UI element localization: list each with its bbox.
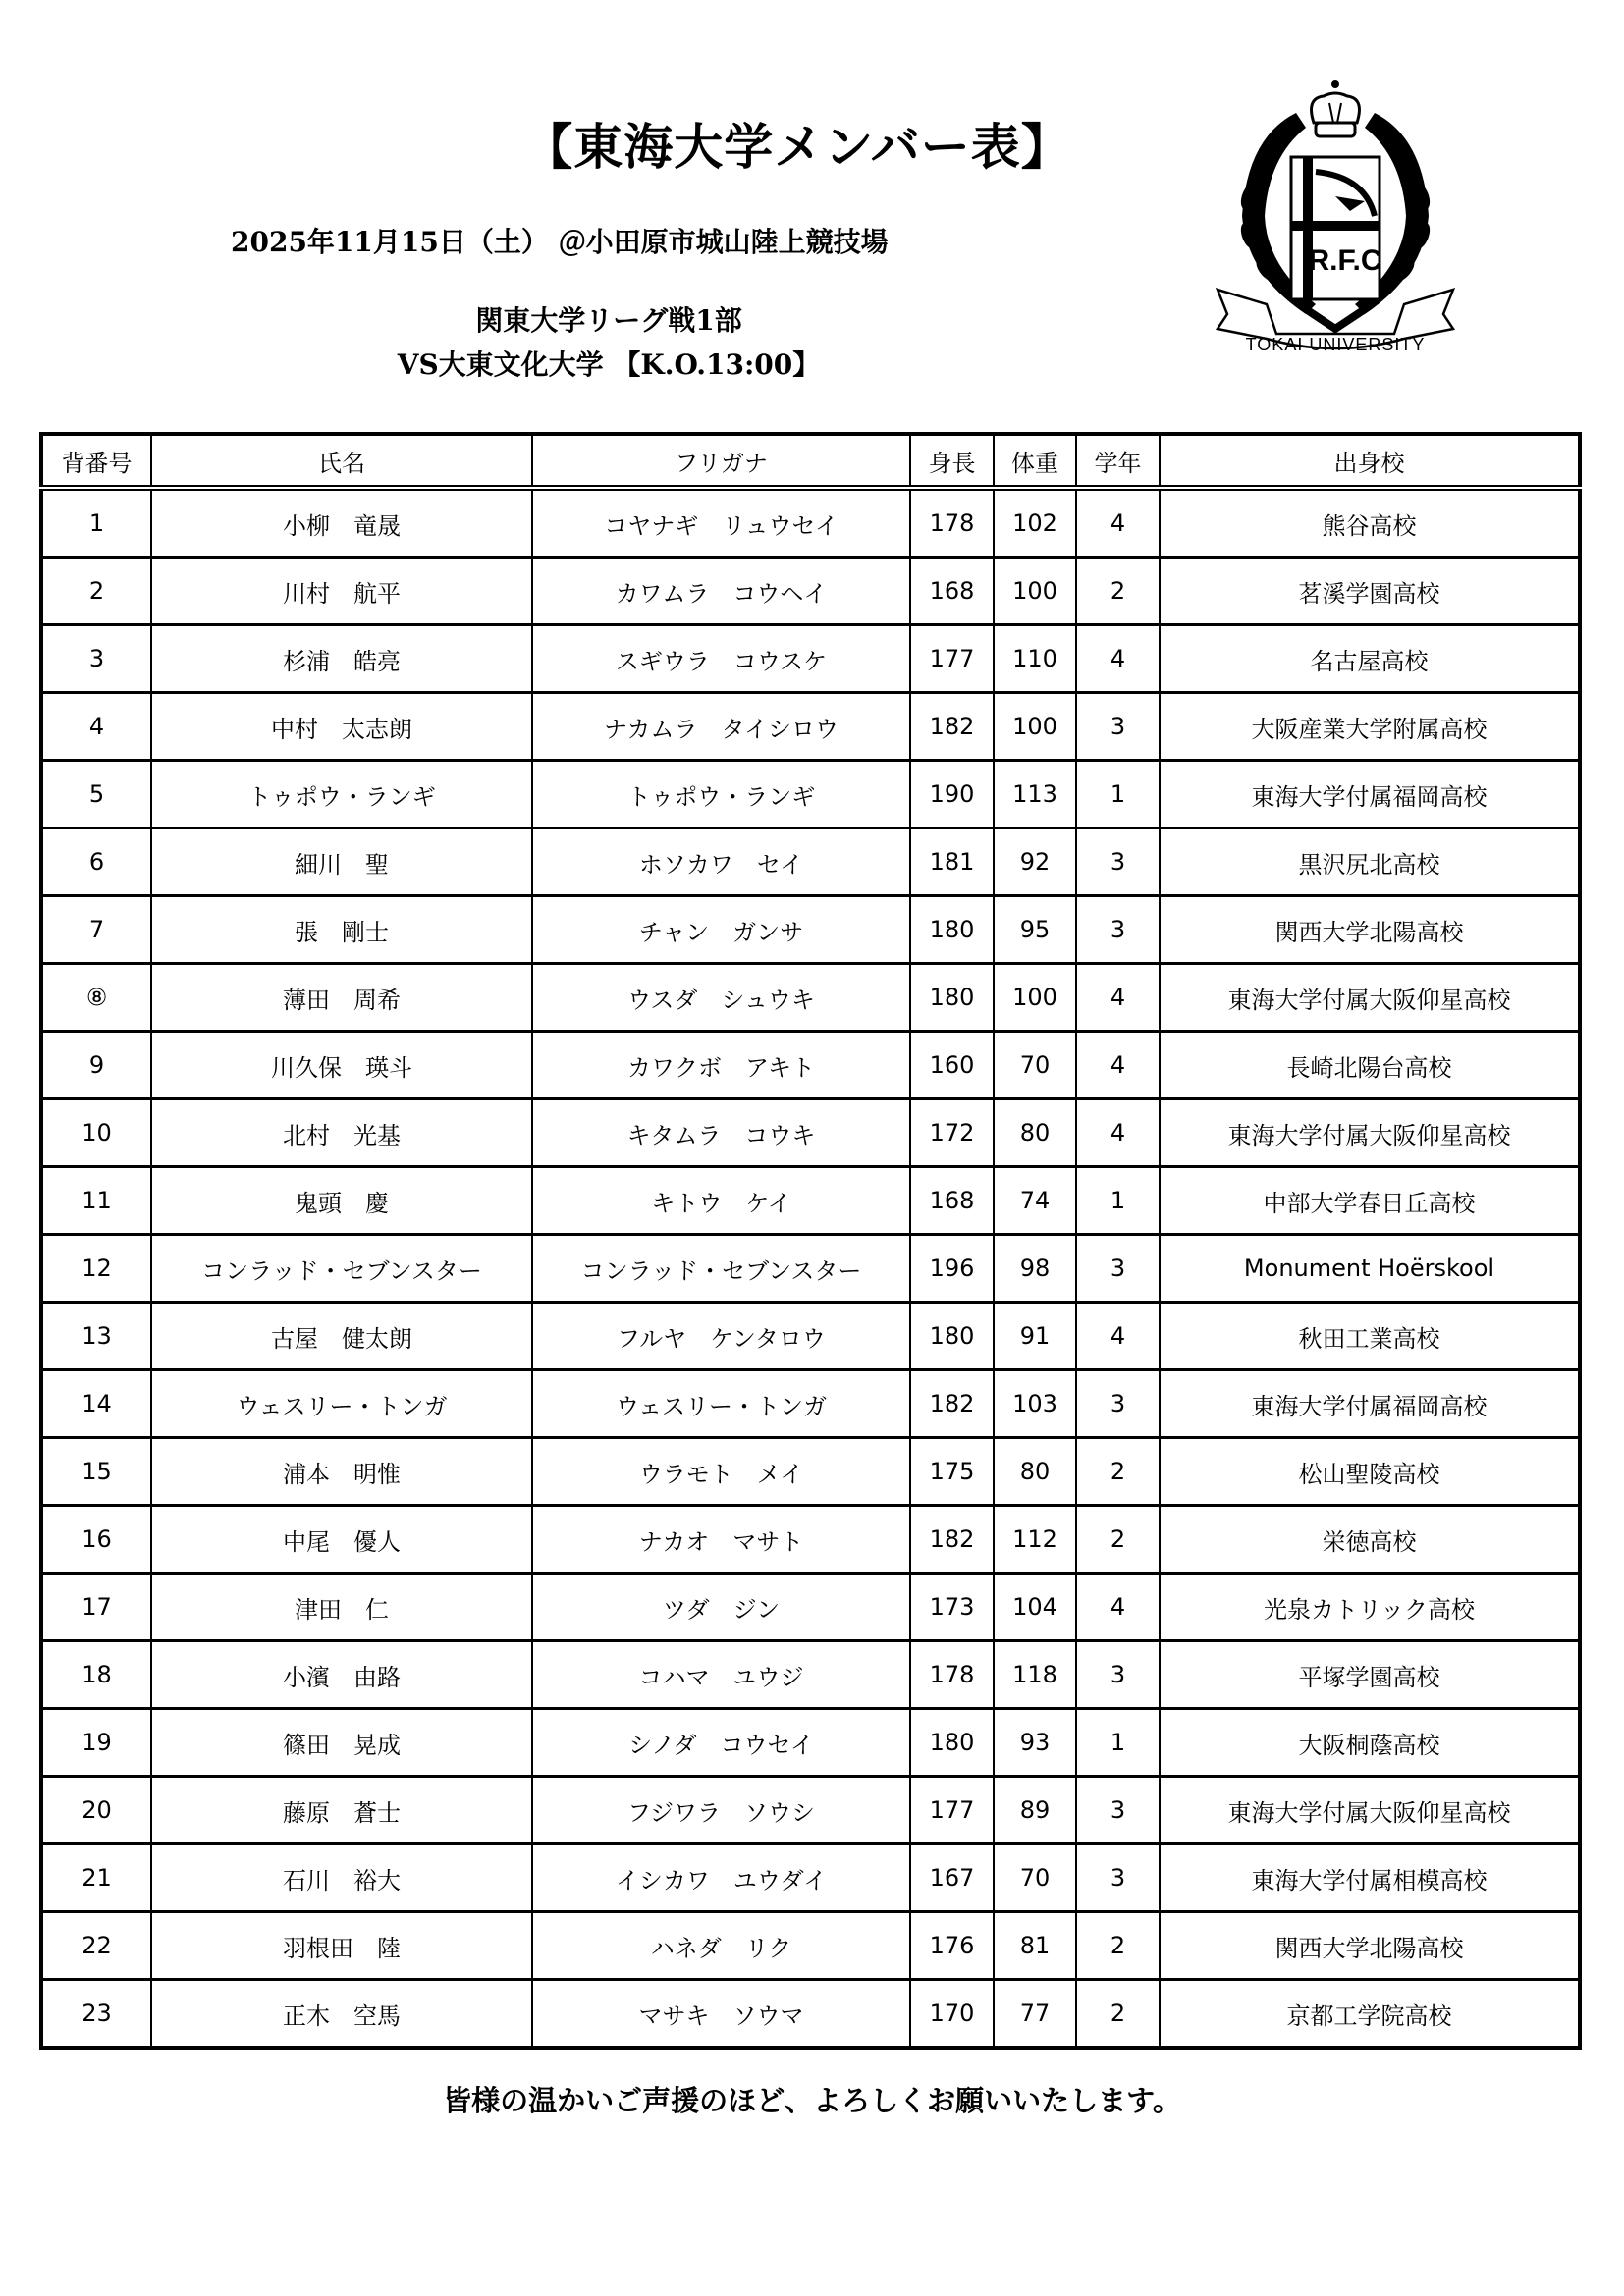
cell-weight: 113 [994, 761, 1076, 828]
league-name: 関東大学リーグ戦1部 [475, 304, 742, 337]
cell-kana: イシカワ ユウダイ [532, 1844, 910, 1912]
cell-height: 160 [910, 1032, 994, 1099]
table-row [41, 1506, 1580, 1574]
cell-weight: 92 [994, 828, 1076, 896]
table-row [41, 761, 1580, 828]
cell-kana: ハネダ リク [532, 1912, 910, 1980]
cell-number: 17 [41, 1574, 151, 1641]
cell-kana: コハマ ユウジ [532, 1641, 910, 1709]
cell-name: 篠田 晃成 [151, 1709, 532, 1777]
col-header-school: 出身校 [1160, 434, 1580, 488]
cell-weight: 91 [994, 1303, 1076, 1370]
cell-number: 11 [41, 1167, 151, 1235]
cell-number: 19 [41, 1709, 151, 1777]
match-opponent-kickoff: VS大東文化大学 【K.O.13:00】 [397, 348, 821, 381]
cell-school: 平塚学園高校 [1160, 1641, 1580, 1709]
cell-number: 20 [41, 1777, 151, 1844]
table-row [41, 1370, 1580, 1438]
cell-school: 東海大学付属大阪仰星高校 [1160, 964, 1580, 1032]
cell-school: 東海大学付属福岡高校 [1160, 761, 1580, 828]
cell-year: 2 [1076, 1506, 1160, 1574]
cell-kana: キトウ ケイ [532, 1167, 910, 1235]
cell-kana: カワムラ コウヘイ [532, 558, 910, 625]
cell-weight: 93 [994, 1709, 1076, 1777]
roster-table [39, 432, 1582, 2050]
col-header-height: 身長 [910, 434, 994, 488]
cell-name: 薄田 周希 [151, 964, 532, 1032]
table-row [41, 1709, 1580, 1777]
cell-school: 京都工学院高校 [1160, 1980, 1580, 2049]
cell-school: 関西大学北陽高校 [1160, 896, 1580, 964]
cell-kana: コヤナギ リュウセイ [532, 488, 910, 558]
cell-year: 3 [1076, 828, 1160, 896]
cell-school: 長崎北陽台高校 [1160, 1032, 1580, 1099]
page-title-text: 【東海大学メンバー表】 [523, 119, 1071, 176]
cell-weight: 89 [994, 1777, 1076, 1844]
cell-height: 172 [910, 1099, 994, 1167]
cell-height: 182 [910, 693, 994, 761]
cell-weight: 100 [994, 693, 1076, 761]
cell-height: 182 [910, 1370, 994, 1438]
cell-name: 古屋 健太朗 [151, 1303, 532, 1370]
cell-kana: カワクボ アキト [532, 1032, 910, 1099]
cell-height: 196 [910, 1235, 994, 1303]
cell-year: 2 [1076, 1438, 1160, 1506]
cell-kana: シノダ コウセイ [532, 1709, 910, 1777]
cell-kana: マサキ ソウマ [532, 1980, 910, 2049]
table-row [41, 693, 1580, 761]
cell-school: 東海大学付属大阪仰星高校 [1160, 1777, 1580, 1844]
shield-icon [1291, 157, 1380, 299]
table-row [41, 1099, 1580, 1167]
cell-kana: フジワラ ソウシ [532, 1777, 910, 1844]
cell-year: 3 [1076, 896, 1160, 964]
cell-weight: 110 [994, 625, 1076, 693]
cell-number: 22 [41, 1912, 151, 1980]
cell-name: 張 剛士 [151, 896, 532, 964]
cell-name: 小柳 竜晟 [151, 488, 532, 558]
col-header-kana: フリガナ [532, 434, 910, 488]
cell-weight: 102 [994, 488, 1076, 558]
cell-school: 茗溪学園高校 [1160, 558, 1580, 625]
cell-name: 石川 裕大 [151, 1844, 532, 1912]
cell-kana: スギウラ コウスケ [532, 625, 910, 693]
cell-school: 東海大学付属相模高校 [1160, 1844, 1580, 1912]
cell-height: 190 [910, 761, 994, 828]
cell-year: 4 [1076, 1099, 1160, 1167]
match-date-venue: 2025年11月15日（土） ＠小田原市城山陸上競技場 [231, 226, 889, 258]
table-row [41, 1844, 1580, 1912]
table-row [41, 625, 1580, 693]
cell-name: 鬼頭 慶 [151, 1167, 532, 1235]
cell-height: 180 [910, 896, 994, 964]
cell-year: 2 [1076, 1980, 1160, 2049]
cell-height: 178 [910, 488, 994, 558]
cell-number: 3 [41, 625, 151, 693]
cell-weight: 118 [994, 1641, 1076, 1709]
footer-message: 皆様の温かいご声援のほど、よろしくお願いいたします。 [443, 2084, 1181, 2117]
cell-kana: ツダ ジン [532, 1574, 910, 1641]
ribbon-text: TOKAI UNIVERSITY [1245, 335, 1426, 354]
cell-name: 中尾 優人 [151, 1506, 532, 1574]
cell-year: 3 [1076, 1370, 1160, 1438]
cell-number: 1 [41, 488, 151, 558]
cell-weight: 100 [994, 558, 1076, 625]
cell-height: 176 [910, 1912, 994, 1980]
cell-height: 168 [910, 1167, 994, 1235]
cell-year: 4 [1076, 964, 1160, 1032]
cell-height: 180 [910, 964, 994, 1032]
cell-weight: 95 [994, 896, 1076, 964]
cell-name: 浦本 明惟 [151, 1438, 532, 1506]
cell-number: 13 [41, 1303, 151, 1370]
cell-number: 9 [41, 1032, 151, 1099]
table-row [41, 1235, 1580, 1303]
cell-kana: チャン ガンサ [532, 896, 910, 964]
cell-kana: ウェスリー・トンガ [532, 1370, 910, 1438]
cell-weight: 112 [994, 1506, 1076, 1574]
cell-school: 熊谷高校 [1160, 488, 1580, 558]
cell-year: 3 [1076, 1641, 1160, 1709]
table-row [41, 488, 1580, 558]
cell-kana: ウスダ シュウキ [532, 964, 910, 1032]
cell-height: 177 [910, 625, 994, 693]
cell-school: 名古屋高校 [1160, 625, 1580, 693]
cell-name: 杉浦 皓亮 [151, 625, 532, 693]
cell-number: 6 [41, 828, 151, 896]
cell-height: 182 [910, 1506, 994, 1574]
cell-school: 東海大学付属大阪仰星高校 [1160, 1099, 1580, 1167]
cell-name: 川村 航平 [151, 558, 532, 625]
table-row [41, 1777, 1580, 1844]
cell-school: 大阪桐蔭高校 [1160, 1709, 1580, 1777]
table-header-row [41, 434, 1580, 488]
cell-school: 松山聖陵高校 [1160, 1438, 1580, 1506]
table-row [41, 1167, 1580, 1235]
cell-name: 津田 仁 [151, 1574, 532, 1641]
cell-number: 2 [41, 558, 151, 625]
table-row [41, 1641, 1580, 1709]
cell-school: 黒沢尻北高校 [1160, 828, 1580, 896]
table-row [41, 558, 1580, 625]
cell-number: 4 [41, 693, 151, 761]
cell-height: 180 [910, 1303, 994, 1370]
cell-year: 1 [1076, 761, 1160, 828]
cell-height: 175 [910, 1438, 994, 1506]
cell-weight: 80 [994, 1438, 1076, 1506]
cell-height: 167 [910, 1844, 994, 1912]
table-row [41, 896, 1580, 964]
cell-number: 10 [41, 1099, 151, 1167]
cell-height: 181 [910, 828, 994, 896]
col-header-name: 氏名 [151, 434, 532, 488]
cell-number: 23 [41, 1980, 151, 2049]
cell-name: 藤原 蒼士 [151, 1777, 532, 1844]
cell-kana: キタムラ コウキ [532, 1099, 910, 1167]
cell-school: 東海大学付属福岡高校 [1160, 1370, 1580, 1438]
col-header-year: 学年 [1076, 434, 1160, 488]
table-row [41, 1303, 1580, 1370]
cell-height: 177 [910, 1777, 994, 1844]
cell-year: 4 [1076, 1574, 1160, 1641]
cell-number: 5 [41, 761, 151, 828]
cell-year: 3 [1076, 693, 1160, 761]
cell-number: 12 [41, 1235, 151, 1303]
cell-weight: 100 [994, 964, 1076, 1032]
cell-number: ⑧ [41, 964, 151, 1032]
cell-weight: 81 [994, 1912, 1076, 1980]
cell-school: 栄徳高校 [1160, 1506, 1580, 1574]
table-row [41, 828, 1580, 896]
cell-school: 秋田工業高校 [1160, 1303, 1580, 1370]
cell-year: 2 [1076, 558, 1160, 625]
cell-school: Monument Hoërskool [1160, 1235, 1580, 1303]
cell-name: 中村 太志朗 [151, 693, 532, 761]
cell-name: トゥポウ・ランギ [151, 761, 532, 828]
cell-name: 北村 光基 [151, 1099, 532, 1167]
cell-year: 1 [1076, 1709, 1160, 1777]
cell-year: 2 [1076, 1912, 1160, 1980]
cell-height: 180 [910, 1709, 994, 1777]
cell-year: 4 [1076, 1032, 1160, 1099]
table-row [41, 1912, 1580, 1980]
cell-number: 16 [41, 1506, 151, 1574]
cell-number: 15 [41, 1438, 151, 1506]
cell-year: 1 [1076, 1167, 1160, 1235]
cell-kana: トゥポウ・ランギ [532, 761, 910, 828]
table-row [41, 1438, 1580, 1506]
cell-year: 4 [1076, 488, 1160, 558]
cell-year: 4 [1076, 1303, 1160, 1370]
cell-kana: ウラモト メイ [532, 1438, 910, 1506]
col-header-number: 背番号 [41, 434, 151, 488]
cell-school: 中部大学春日丘高校 [1160, 1167, 1580, 1235]
cell-school: 関西大学北陽高校 [1160, 1912, 1580, 1980]
table-row [41, 1574, 1580, 1641]
cell-year: 3 [1076, 1777, 1160, 1844]
cell-number: 21 [41, 1844, 151, 1912]
rfc-crest-icon [1208, 69, 1463, 363]
cell-name: 細川 聖 [151, 828, 532, 896]
crown-icon [1312, 80, 1360, 136]
cell-kana: フルヤ ケンタロウ [532, 1303, 910, 1370]
cell-weight: 74 [994, 1167, 1076, 1235]
table-row [41, 1032, 1580, 1099]
table-row [41, 964, 1580, 1032]
cell-weight: 104 [994, 1574, 1076, 1641]
cell-year: 4 [1076, 625, 1160, 693]
cell-number: 18 [41, 1641, 151, 1709]
cell-kana: ナカムラ タイシロウ [532, 693, 910, 761]
cell-height: 168 [910, 558, 994, 625]
cell-weight: 70 [994, 1032, 1076, 1099]
cell-year: 3 [1076, 1235, 1160, 1303]
cell-name: コンラッド・セブンスター [151, 1235, 532, 1303]
rfc-letters: R.F.C [1308, 244, 1382, 277]
col-header-weight: 体重 [994, 434, 1076, 488]
cell-height: 178 [910, 1641, 994, 1709]
cell-name: ウェスリー・トンガ [151, 1370, 532, 1438]
cell-name: 川久保 瑛斗 [151, 1032, 532, 1099]
cell-weight: 70 [994, 1844, 1076, 1912]
cell-school: 大阪産業大学附属高校 [1160, 693, 1580, 761]
cell-number: 7 [41, 896, 151, 964]
table-row [41, 1980, 1580, 2049]
cell-kana: ナカオ マサト [532, 1506, 910, 1574]
cell-name: 小濱 由路 [151, 1641, 532, 1709]
cell-weight: 98 [994, 1235, 1076, 1303]
cell-kana: コンラッド・セブンスター [532, 1235, 910, 1303]
cell-name: 正木 空馬 [151, 1980, 532, 2049]
cell-number: 14 [41, 1370, 151, 1438]
cell-height: 173 [910, 1574, 994, 1641]
cell-weight: 103 [994, 1370, 1076, 1438]
cell-year: 3 [1076, 1844, 1160, 1912]
cell-weight: 77 [994, 1980, 1076, 2049]
cell-height: 170 [910, 1980, 994, 2049]
cell-kana: ホソカワ セイ [532, 828, 910, 896]
cell-name: 羽根田 陸 [151, 1912, 532, 1980]
cell-school: 光泉カトリック高校 [1160, 1574, 1580, 1641]
cell-weight: 80 [994, 1099, 1076, 1167]
